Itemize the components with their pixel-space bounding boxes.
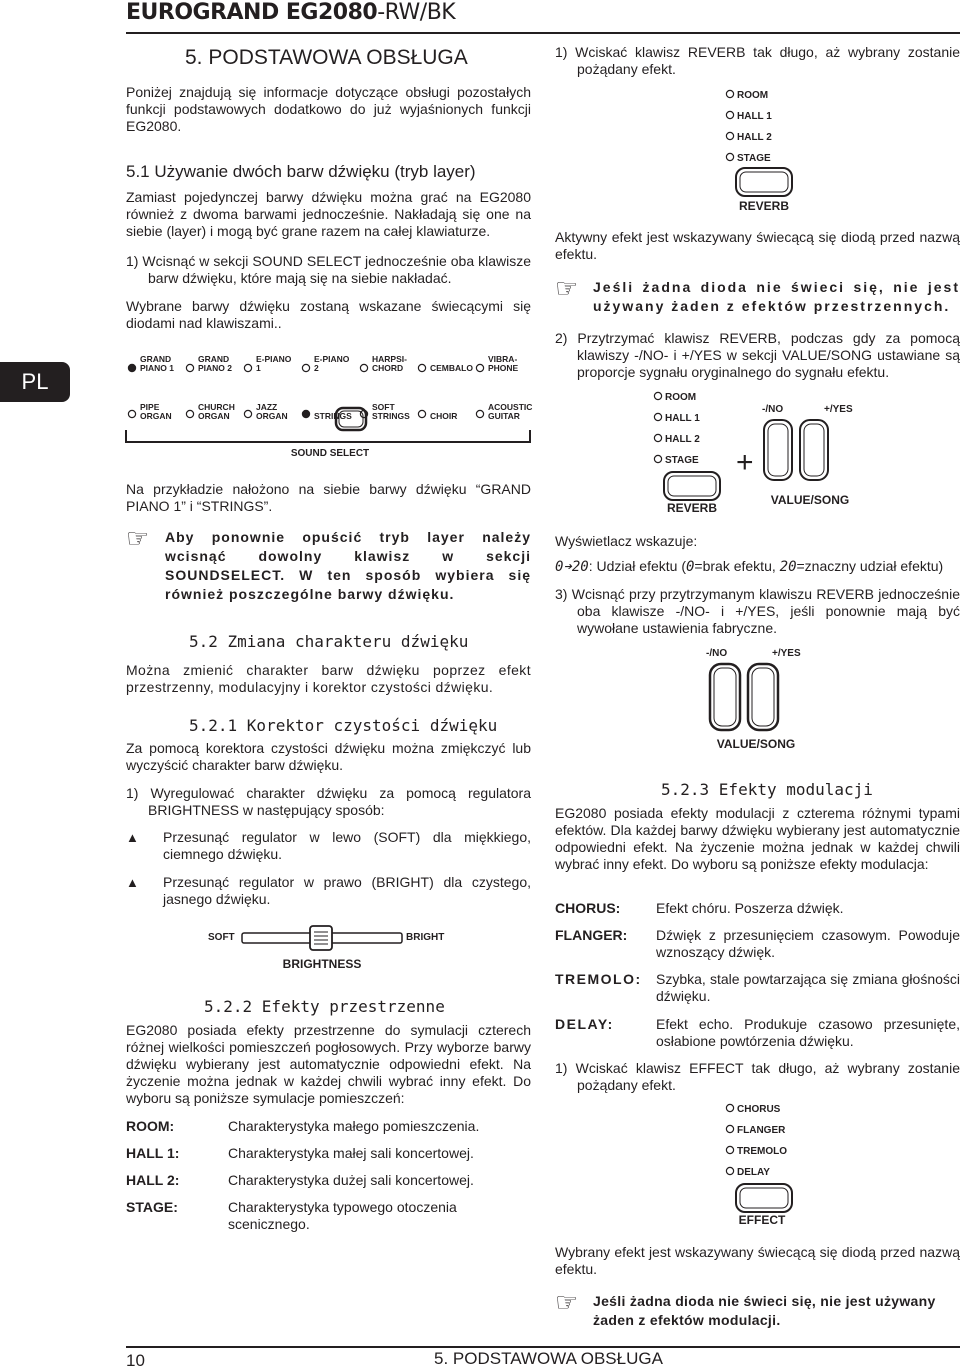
led-room xyxy=(654,392,661,399)
brightness-slider[interactable] xyxy=(200,922,460,974)
sound-select-label-row2-4: STRINGS xyxy=(372,411,410,421)
led-label-room: ROOM xyxy=(737,90,769,101)
note-layer-exit: Aby ponownie opuścić tryb layer należy wcisnąć dowolny klawisz w sekcji SOUNDSELECT. W ten sposób wybiera się również poszczególne barwy dźwięku. xyxy=(165,529,531,602)
reverb-desc-stage: Charakterystyka typowego otoczenia scenicznego. xyxy=(228,1199,457,1232)
section-5-2-3-paragraph: EG2080 posiada efekty modulacji z czterema różnymi typami efektów. Dla każdej barwy dźwięku wybierany jest automatycznie odpowiedni efekt. Na życzenie można jednak w każdej chwili wybrać inny efekt. Do wyboru są poniższe efekty modulacja: xyxy=(555,805,960,872)
reverb-step-1: 1) Wciskać klawisz REVERB tak długo, aż wybrany zostanie pożądany efekt. xyxy=(555,44,960,77)
brightness-soft-label: SOFT xyxy=(208,932,235,943)
minus-no-label: -/NO xyxy=(706,648,728,659)
section-5-2-2-paragraph: EG2080 posiada efekty przestrzenne do symulacji czterech różnej wielkości pomieszczeń pogłosowych. Przy wyborze barwy dźwięku wybierany jest automatycznie odpowiedni efekt. Na życzenie można jednak w każdej chwili wybrać inny efekt. Do wyboru są poniższe symulacje pomieszczeń: xyxy=(126,1022,531,1106)
sound-select-label-row2-4: SOFT xyxy=(372,402,395,412)
led-stage xyxy=(654,455,661,462)
led-indicator xyxy=(128,410,135,417)
reverb-term-room: ROOM: xyxy=(126,1118,175,1134)
sound-select-label-row2-3: STRINGS xyxy=(314,411,352,421)
section-5-2-title: 5.2 Zmiana charakteru dźwięku xyxy=(189,632,469,651)
sound-select-label-row1-1: PIANO 2 xyxy=(198,363,233,373)
sound-select-label-row1-4: HARPSI- xyxy=(372,354,407,364)
intro-paragraph: Poniżej znajdują się informacje dotyczące obsługi pozostałych funkcji podstawowych dodatkowo do już wyjaśnionych funkcji EG2080. xyxy=(126,84,531,134)
led-label-chorus: CHORUS xyxy=(737,1104,781,1115)
section-5-1-step-1: 1) Wcisnąć w sekcji SOUND SELECT jednocześnie oba klawisze barw dźwięku, które mają się na siebie nakładać. xyxy=(126,253,531,286)
sound-select-label-row1-6: VIBRA- xyxy=(488,354,518,364)
led-indicator xyxy=(128,364,135,371)
reverb-step-3: 3) Wcisnąć przy przytrzymanym klawiszu REVERB jednocześnie oba klawisze -/NO- i +/YES, jeśli ponownie mają być wywołane ustawienia fabryczne. xyxy=(555,586,960,636)
plus-yes-label: +/YES xyxy=(772,648,801,659)
bullet-soft: Przesunąć regulator w lewo (SOFT) dla miękkiego, ciemnego dźwięku. xyxy=(163,829,531,862)
led-label-hall-2: HALL 2 xyxy=(737,132,772,143)
sound-select-label-row2-6: ACOUSTIC xyxy=(488,402,533,412)
section-title: 5. PODSTAWOWA OBSŁUGA xyxy=(185,46,468,69)
mod-term-chorus: CHORUS: xyxy=(555,900,621,916)
mod-desc-tremolo: Szybka, stale powtarzająca się zmiana głośności dźwięku. xyxy=(656,971,960,1004)
sound-select-label-row2-1: CHURCH xyxy=(198,402,235,412)
led-indicator xyxy=(186,364,193,371)
section-5-2-1-step-1: 1) Wyregulować charakter dźwięku za pomocą regulatora BRIGHTNESS w następujący sposób: xyxy=(126,785,531,818)
led-indicator xyxy=(244,410,251,417)
header-title: EUROGRAND EG2080 xyxy=(126,0,378,25)
led-indicator xyxy=(418,364,425,371)
reverb-term-hall2: HALL 2: xyxy=(126,1172,180,1188)
led-hall-1 xyxy=(726,111,733,118)
led-indicator xyxy=(476,364,483,371)
value-song-panel xyxy=(700,644,820,756)
led-hall-1 xyxy=(654,413,661,420)
section-5-2-3-title: 5.2.3 Efekty modulacji xyxy=(661,780,873,799)
led-hall-2 xyxy=(726,132,733,139)
effect-label: EFFECT xyxy=(738,1213,786,1227)
value-song-label: VALUE/SONG xyxy=(770,493,850,507)
footer-section: 5. PODSTAWOWA OBSŁUGA xyxy=(434,1349,663,1368)
section-5-1-result: Wybrane barwy dźwięku zostaną wskazane świecącymi się diodami nad klawiszami.. xyxy=(126,298,531,331)
led-label-delay: DELAY xyxy=(737,1167,770,1178)
section-5-2-1-title: 5.2.1 Korektor czystości dźwięku xyxy=(189,716,498,735)
language-tab: PL xyxy=(0,362,70,402)
led-stage xyxy=(726,153,733,160)
sound-select-label-row1-3: E-PIANO xyxy=(314,354,350,364)
sound-select-label-row1-3: 2 xyxy=(314,363,319,373)
reverb-desc-hall1: Charakterystyka małej sali koncertowej. xyxy=(228,1145,474,1161)
led-label-hall-1: HALL 1 xyxy=(737,111,772,122)
effect-active-info: Wybrany efekt jest wskazywany świecącą się diodą przed nazwą efektu. xyxy=(555,1244,960,1277)
pointing-hand-icon: ☞ xyxy=(126,523,150,553)
reverb-desc-room: Charakterystyka małego pomieszczenia. xyxy=(228,1118,480,1134)
reverb-panel xyxy=(722,86,832,216)
sound-select-label-row2-6: GUITAR xyxy=(488,411,520,421)
mod-desc-flanger: Dźwięk z przesunięciem czasowym. Powoduje wznoszący dźwięk. xyxy=(656,927,960,960)
reverb-value-song-diagram xyxy=(650,388,880,518)
led-label-hall-2: HALL 2 xyxy=(665,434,700,445)
sound-select-label-row2-2: ORGAN xyxy=(256,411,288,421)
value-song-label: VALUE/SONG xyxy=(716,737,796,751)
plus-sign: + xyxy=(736,446,754,479)
led-indicator xyxy=(302,364,309,371)
display-code: 0➔20 xyxy=(555,559,589,575)
display-intro: Wyświetlacz wskazuje: xyxy=(555,533,698,549)
effect-step-1: 1) Wciskać klawisz EFFECT tak długo, aż wybrany zostanie pożądany efekt. xyxy=(555,1060,960,1093)
bullet-bright: Przesunąć regulator w prawo (BRIGHT) dla czystego, jasnego dźwięku. xyxy=(163,874,531,907)
section-5-2-2-title: 5.2.2 Efekty przestrzenne xyxy=(204,997,445,1016)
note-reverb-none: Jeśli żadna dioda nie świeci się, nie jest używany żaden z efektów przestrzennych. xyxy=(593,279,960,314)
display-twenty: 20 xyxy=(779,559,797,575)
led-indicator xyxy=(302,410,309,417)
led-hall-2 xyxy=(654,434,661,441)
display-zero: 0 xyxy=(685,559,695,575)
brightness-bright-label: BRIGHT xyxy=(406,932,445,943)
led-indicator xyxy=(418,410,425,417)
display-desc: =znaczny udział efektu) xyxy=(796,558,944,574)
sound-select-label-row2-1: ORGAN xyxy=(198,411,230,421)
plus-yes-label: +/YES xyxy=(824,404,853,415)
led-label-room: ROOM xyxy=(665,392,697,403)
brightness-knob[interactable] xyxy=(310,926,332,950)
reverb-active-info: Aktywny efekt jest wskazywany świecącą się diodą przed nazwą efektu. xyxy=(555,229,960,262)
sound-select-label-row2-0: ORGAN xyxy=(140,411,172,421)
section-5-1-paragraph: Zamiast pojedynczej barwy dźwięku można grać na EG2080 również z dwoma barwami jednocześnie. Nakładają się one na siebie (layer) i mogą być grane razem na całej klawiaturze. xyxy=(126,189,531,239)
led-chorus xyxy=(726,1104,733,1111)
document-header xyxy=(126,0,456,25)
display-desc: =brak efektu, xyxy=(694,558,780,574)
sound-select-label-row1-6: PHONE xyxy=(488,363,519,373)
sound-select-label-row2-2: JAZZ xyxy=(256,402,278,412)
led-flanger xyxy=(726,1125,733,1132)
led-indicator xyxy=(244,364,251,371)
led-label-flanger: FLANGER xyxy=(737,1125,786,1136)
bullet-triangle-icon: ▲ xyxy=(126,875,139,890)
sound-select-label-row1-5: CEMBALO xyxy=(430,363,473,373)
display-readout xyxy=(555,558,960,576)
minus-no-label: -/NO xyxy=(762,404,784,415)
led-label-tremolo: TREMOLO xyxy=(737,1146,787,1157)
sound-select-label-row2-0: PIPE xyxy=(140,402,160,412)
pointing-hand-icon: ☞ xyxy=(555,273,579,303)
footer-rule xyxy=(126,1346,960,1348)
led-room xyxy=(726,90,733,97)
bullet-triangle-icon: ▲ xyxy=(126,830,139,845)
sound-select-label-row1-4: CHORD xyxy=(372,363,404,373)
led-label-stage: STAGE xyxy=(665,455,699,466)
led-indicator xyxy=(360,364,367,371)
reverb-label: REVERB xyxy=(738,199,790,213)
mod-term-delay: DELAY: xyxy=(555,1016,614,1032)
header-rule xyxy=(126,32,960,34)
section-5-2-paragraph: Można zmienić charakter barw dźwięku poprzez efekt przestrzenny, modulacyjny i korektor czystości dźwięku. xyxy=(126,662,531,695)
led-label-hall-1: HALL 1 xyxy=(665,413,700,424)
sound-select-label-row1-0: PIANO 1 xyxy=(140,363,175,373)
led-indicator xyxy=(186,410,193,417)
sound-select-label-row2-5: CHOIR xyxy=(430,411,458,421)
sound-select-label-row1-2: E-PIANO xyxy=(256,354,292,364)
led-label-stage: STAGE xyxy=(737,153,771,164)
sound-select-label-row1-0: GRAND xyxy=(140,354,172,364)
sound-select-label-row1-2: 1 xyxy=(256,363,261,373)
reverb-label-2: REVERB xyxy=(666,501,718,515)
header-model-suffix: -RW/BK xyxy=(377,0,456,25)
led-tremolo xyxy=(726,1146,733,1153)
led-indicator xyxy=(476,410,483,417)
display-desc: : Udział efektu ( xyxy=(588,558,686,574)
page-number: 10 xyxy=(126,1351,145,1370)
reverb-term-stage: STAGE: xyxy=(126,1199,178,1215)
mod-desc-chorus: Efekt chóru. Poszerza dźwięk. xyxy=(656,900,844,916)
led-delay xyxy=(726,1167,733,1174)
sound-select-label-row1-1: GRAND xyxy=(198,354,230,364)
mod-desc-delay: Efekt echo. Produkuje czasowo przesunięte, osłabione powtórzenia dźwięku. xyxy=(656,1016,960,1049)
pointing-hand-icon: ☞ xyxy=(555,1287,579,1317)
mod-term-flanger: FLANGER: xyxy=(555,927,628,943)
reverb-term-hall1: HALL 1: xyxy=(126,1145,180,1161)
reverb-step-2: 2) Przytrzymać klawisz REVERB, podczas gdy za pomocą klawiszy -/NO- i +/YES w sekcji VALUE/SONG ustawiane są proporcje sygnału oryginalnego do sygnału efektu. xyxy=(555,330,960,380)
sound-select-panel xyxy=(120,350,540,462)
mod-term-tremolo: TREMOLO: xyxy=(555,971,642,987)
sound-select-label: SOUND SELECT xyxy=(290,448,370,459)
reverb-desc-hall2: Charakterystyka dużej sali koncertowej. xyxy=(228,1172,474,1188)
section-5-2-1-paragraph: Za pomocą korektora czystości dźwięku można zmiękczyć lub wyczyścić charakter barw dźwięku. xyxy=(126,740,531,773)
effect-panel xyxy=(722,1100,832,1230)
section-5-1-title: 5.1 Używanie dwóch barw dźwięku (tryb layer) xyxy=(126,162,476,181)
brightness-label: BRIGHTNESS xyxy=(282,957,362,971)
layer-example: Na przykładzie nałożono na siebie barwy dźwięku “GRAND PIANO 1” i “STRINGS”. xyxy=(126,481,531,514)
note-effect-none: Jeśli żadna dioda nie świeci się, nie jest używany żaden z efektów modulacji. xyxy=(593,1293,936,1328)
